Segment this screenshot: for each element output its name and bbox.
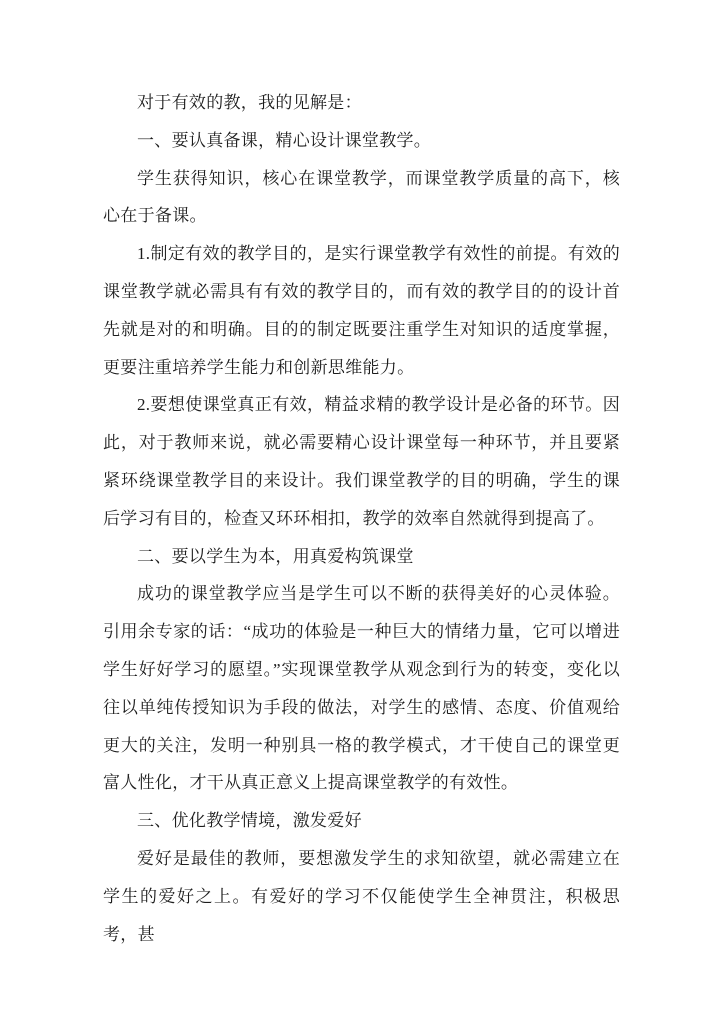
document-body bbox=[103, 84, 620, 953]
paragraph-section-1-intro: 学生获得知识，核心在课堂教学，而课堂教学质量的高下，核心在于备课。 bbox=[103, 168, 620, 226]
heading-section-3: 三、优化教学情境，激发爱好 bbox=[137, 811, 362, 831]
paragraph-intro: 对于有效的教，我的见解是： bbox=[137, 93, 362, 112]
paragraph-point-2: 2.要想使课堂真正有效，精益求精的教学设计是必备的环节。因此，对于教师来说，就必需要精心设计课堂每一种环节，并且要紧紧环绕课堂教学目的来设计。我们课堂教学的目的明确，学生的课后学习有目的，检查又环环相扣，教学的效率自然就得到提高了。 bbox=[103, 395, 620, 528]
heading-section-2: 二、要以学生为本，用真爱构筑课堂 bbox=[137, 546, 414, 566]
heading-section-1: 一、要认真备课，精心设计课堂教学。 bbox=[137, 130, 432, 150]
paragraph-point-1: 1.制定有效的教学目的，是实行课堂教学有效性的前提。有效的课堂教学就必需具有有效的教学目的，而有效的教学目的的设计首先就是对的和明确。目的的制定既要注重学生对知识的适度掌握，更要注重培养学生能力和创新思维能力。 bbox=[103, 244, 620, 377]
paragraph-section-3: 爱好是最佳的教师，要想激发学生的求知欲望，就必需建立在学生的爱好之上。有爱好的学习不仅能使学生全神贯注，积极思考，甚 bbox=[103, 848, 620, 944]
paragraph-section-2: 成功的课堂教学应当是学生可以不断的获得美好的心灵体验。引用余专家的话：“成功的体验是一种巨大的情绪力量，它可以增进学生好好学习的愿望。”实现课堂教学从观念到行为的转变，变化以往以单纯传授知识为手段的做法，对学生的感情、态度、价值观给更大的关注，发明一种别具一格的教学模式，才干使自己的课堂更富人性化，才干从真正意义上提高课堂教学的有效性。 bbox=[103, 584, 620, 793]
